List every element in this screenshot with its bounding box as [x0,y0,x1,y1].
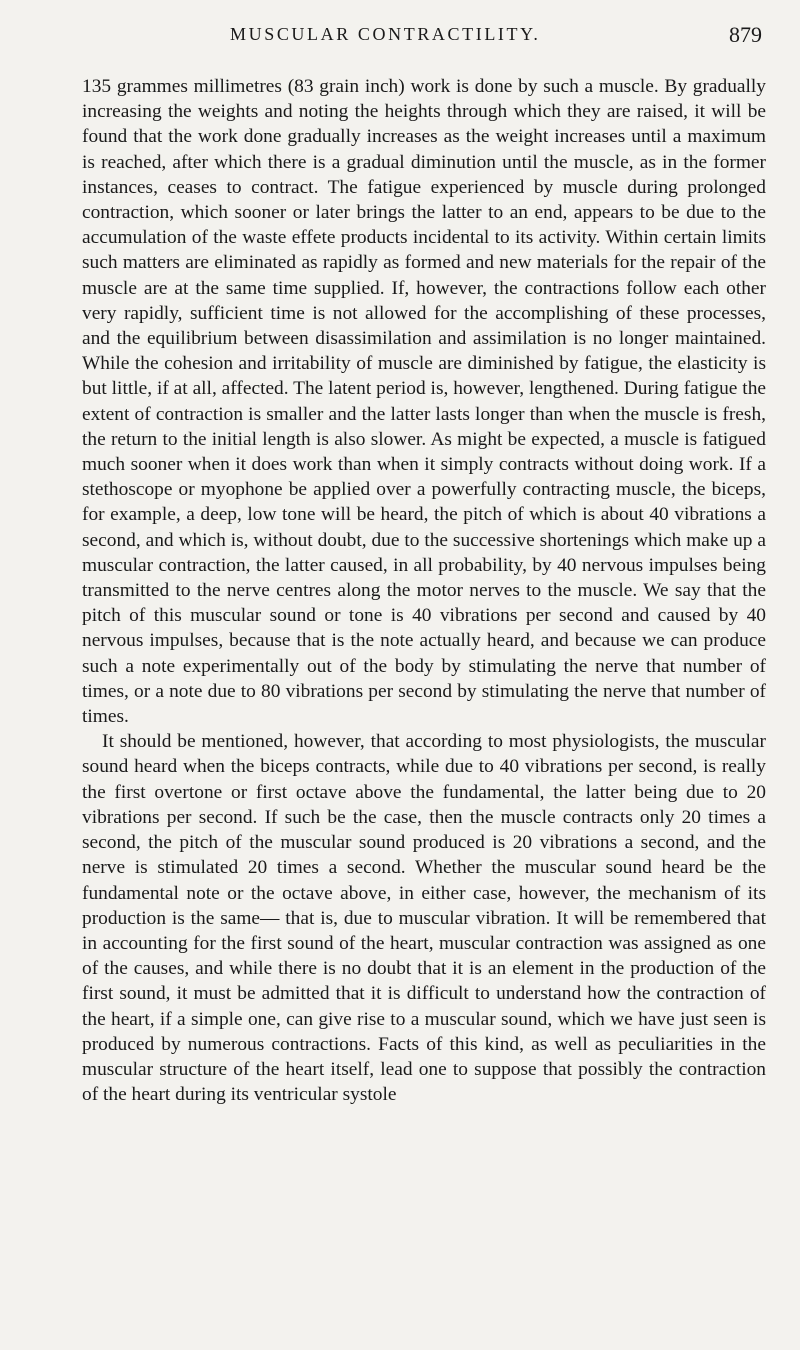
page-number: 879 [729,22,762,47]
running-head: MUSCULAR CONTRACTILITY. [230,24,541,44]
paragraph: 135 grammes millimetres (83 grain inch) work is done by such a muscle. By gradually increasing the weights and noting the heights through which they are raised, it will be found that the work done gradually increases as the weight increases until a maximum is reached, after which there is a gradual diminution until the muscle, as in the former instances, ceases to contract. The fatigue experienced by muscle during prolonged contraction, which sooner or later brings the latter to an end, appears to be due to the accumulation of the waste effete products incidental to its activity. Within certain limits such matters are eliminated as rapidly as formed and new materials for the repair of the muscle are at the same time supplied. If, however, the contractions follow each other very rapidly, sufficient time is not allowed for the accomplishing of these processes, and the equilibrium between disassimilation and assimilation is no longer maintained. While the cohesion and irritability of muscle are diminished by fatigue, the elasticity is but little, if at all, affected. The latent period is, however, lengthened. During fatigue the extent of contraction is smaller and the latter lasts longer than when the muscle is fresh, the return to the initial length is also slower. As might be expected, a muscle is fatigued much sooner when it does work than when it simply contracts without doing work. If a stethoscope or myophone be applied over a powerfully contracting muscle, the biceps, for example, a deep, low tone will be heard, the pitch of which is about 40 vibrations a second, and which is, without doubt, due to the successive shortenings which make up a muscular contraction, the latter caused, in all probability, by 40 nervous impulses being transmitted to the nerve centres along the motor nerves to the muscle. We say that the pitch of this muscular sound or tone is 40 vibrations per second and caused by 40 nervous impulses, because that is the note actually heard, and because we can produce such a note experimentally out of the body by stimulating the nerve that number of times, or a note due to 80 vibrations per second by stimulating the nerve that number of times. [82,76,766,728]
paragraph: It should be mentioned, however, that according to most physiologists, the muscular sound heard when the biceps contracts, while due to 40 vibrations per second, is really the first overtone or first octave above the fundamental, the latter being due to 20 vibrations per second. If such be the case, then the muscle contracts only 20 times a second, the pitch of the muscular sound produced is 20 vibrations a second, and the nerve is stimulated 20 times a second. Whether the muscular sound heard be the fundamental note or the octave above, in either case, however, the mechanism of its production is the same— that is, due to muscular vibration. It will be remembered that in accounting for the first sound of the heart, muscular contraction was assigned as one of the causes, and while there is no doubt that it is an element in the production of the first sound, it must be admitted that it is difficult to understand how the contraction of the heart, if a simple one, can give rise to a muscular sound, which we have just seen is produced by numerous contractions. Facts of this kind, as well as peculiarities in the muscular structure of the heart itself, lead one to suppose that possibly the contraction of the heart during its ventricular systole [82,731,766,1106]
page-header [230,24,770,64]
body-text [82,74,766,1107]
